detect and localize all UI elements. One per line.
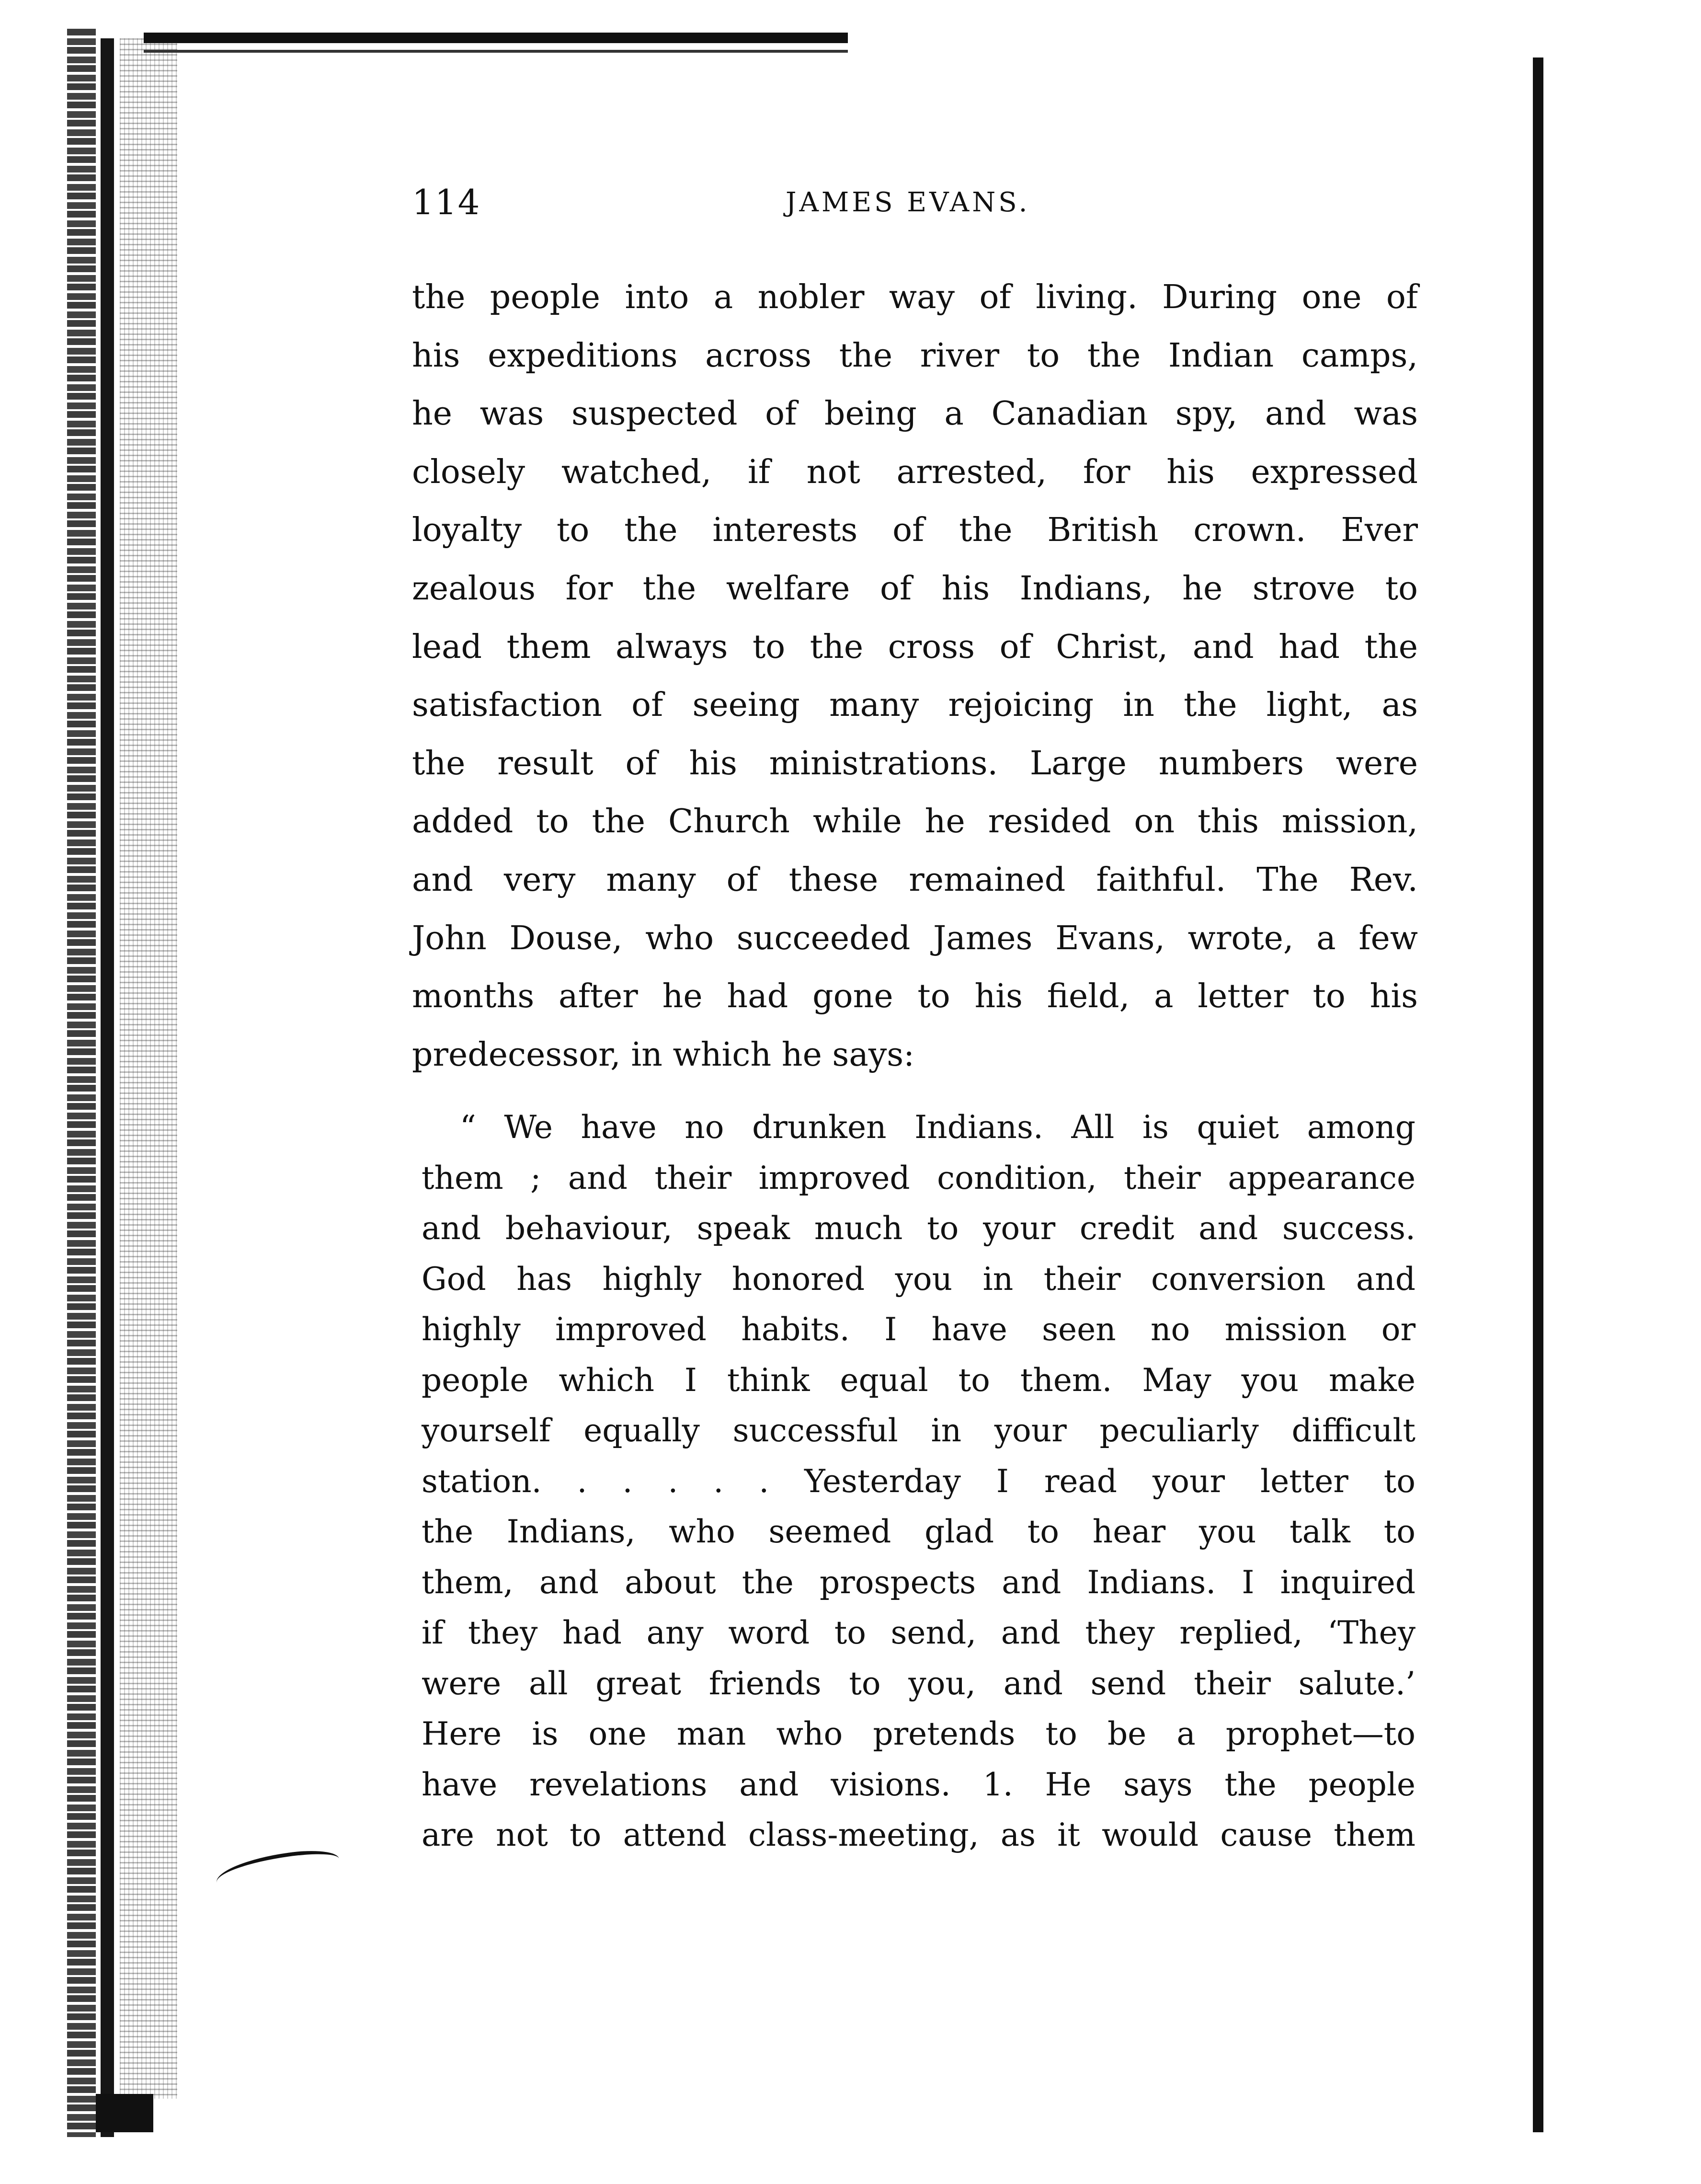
quote-line: if they had any word to send, and they replied, ‘They xyxy=(422,1614,1416,1651)
quote-line: were all great friends to you, and send their salute.’ xyxy=(422,1665,1416,1702)
text-line: John Douse, who succeeded James Evans, wrote, a few xyxy=(412,919,1418,957)
page-header xyxy=(412,182,1418,240)
text-line: satisfaction of seeing many rejoicing in the light, as xyxy=(412,686,1418,724)
running-head: JAMES EVANS. xyxy=(786,187,1030,218)
quote-line: the Indians, who seemed glad to hear you talk to xyxy=(422,1513,1416,1550)
text-line: zealous for the welfare of his Indians, he strove to xyxy=(412,569,1418,608)
quote-line: are not to attend class-meeting, as it would cause them xyxy=(422,1816,1416,1853)
text-line: predecessor, in which he says: xyxy=(412,1035,915,1074)
quote-line: “ We have no drunken Indians. All is quiet among xyxy=(460,1109,1416,1146)
quote-line: have revelations and visions. 1. He says the people xyxy=(422,1766,1416,1803)
quote-line: highly improved habits. I have seen no mission or xyxy=(422,1311,1416,1348)
text-line: and very many of these remained faithful. The Rev. xyxy=(412,861,1418,899)
quote-line: Here is one man who pretends to be a prophet—to xyxy=(422,1715,1416,1752)
quote-line: them ; and their improved condition, their appearance xyxy=(422,1159,1416,1196)
quote-line: people which I think equal to them. May you make xyxy=(422,1361,1416,1399)
quoted-letter xyxy=(422,1102,1416,1861)
text-line: he was suspected of being a Canadian spy, and was xyxy=(412,395,1418,433)
text-line: the result of his ministrations. Large numbers were xyxy=(412,744,1418,782)
quote-line: them, and about the prospects and Indians. I inquired xyxy=(422,1563,1416,1601)
text-line: months after he had gone to his field, a letter to his xyxy=(412,977,1418,1016)
text-line: his expeditions across the river to the Indian camps, xyxy=(412,336,1418,375)
text-line: loyalty to the interests of the British crown. Ever xyxy=(412,511,1418,550)
text-line: lead them always to the cross of Christ, and had the xyxy=(412,628,1418,666)
body-paragraph xyxy=(412,268,1418,1084)
page-number: 114 xyxy=(412,182,481,222)
quote-line: yourself equally successful in your peculiarly difficult xyxy=(422,1412,1416,1449)
text-line: the people into a nobler way of living. During one of xyxy=(412,278,1418,316)
quote-line: and behaviour, speak much to your credit and success. xyxy=(422,1210,1416,1247)
text-line: added to the Church while he resided on this mission, xyxy=(412,803,1418,841)
text-line: closely watched, if not arrested, for his expressed xyxy=(412,453,1418,491)
quote-line: station. . . . . . Yesterday I read your letter to xyxy=(422,1462,1416,1500)
quote-line: God has highly honored you in their conversion and xyxy=(422,1260,1416,1298)
